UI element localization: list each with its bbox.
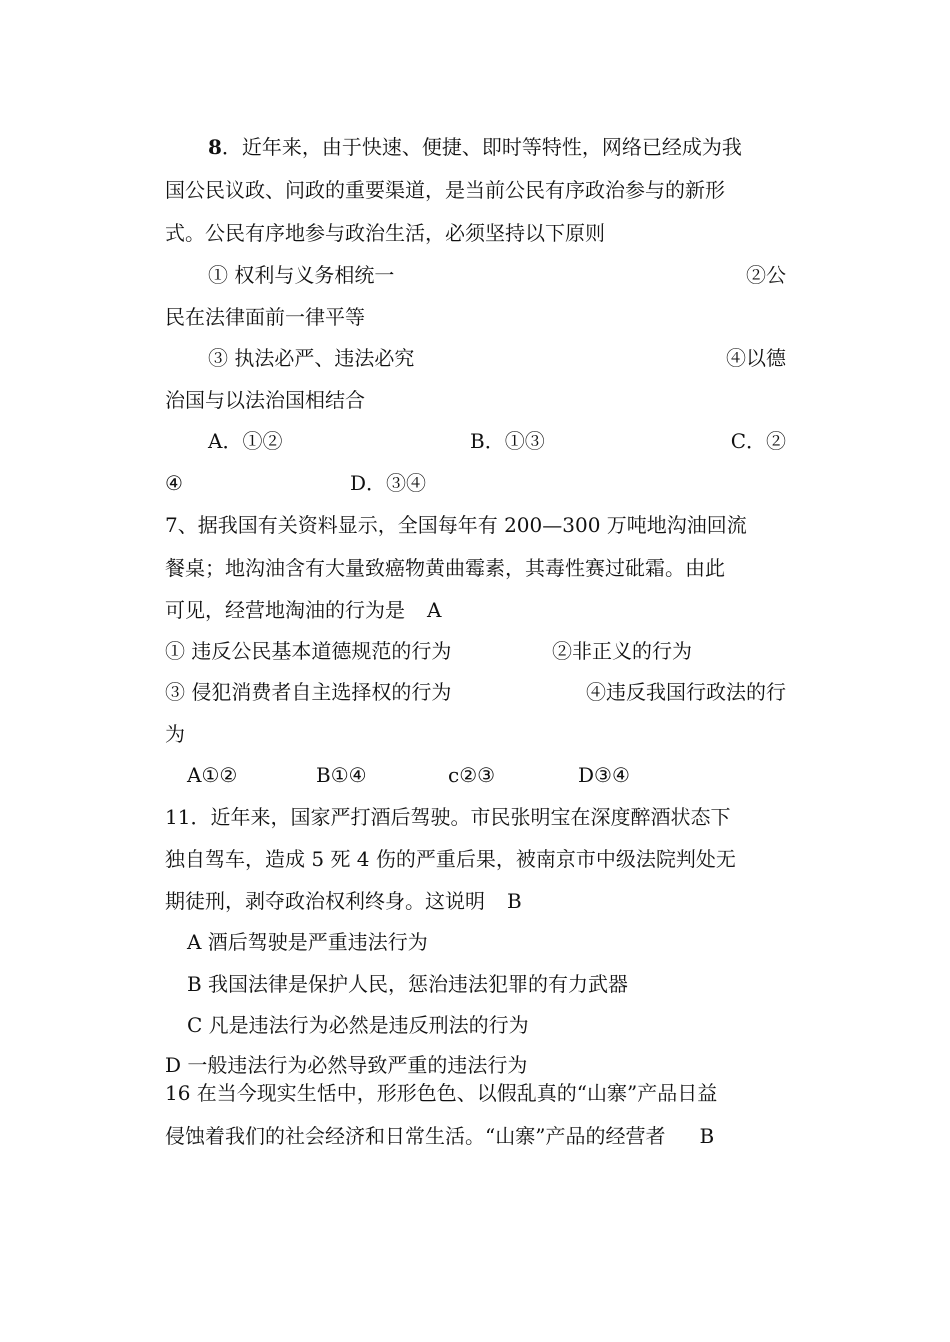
q7-item-3: ③ 侵犯消费者自主选择权的行为 bbox=[165, 680, 452, 704]
q8-option-c-cont: ④ bbox=[165, 471, 183, 495]
q7-stem-line-2: 餐桌；地沟油含有大量致癌物黄曲霉素，其毒性赛过砒霜。由此 bbox=[165, 556, 725, 580]
q7-option-c: c②③ bbox=[448, 763, 496, 787]
q11-answer: B bbox=[507, 889, 522, 913]
q7-answer: A bbox=[427, 598, 442, 622]
q7-item-4-start: ④违反我国行政法的行 bbox=[586, 680, 786, 704]
q7-item-2: ②非正义的行为 bbox=[552, 639, 692, 663]
q8-number: 8 bbox=[208, 135, 222, 159]
q8-stem-line-1: 8．近年来，由于快速、便捷、即时等特性，网络已经成为我 bbox=[208, 135, 742, 159]
q8-option-a: A．①② bbox=[208, 429, 283, 453]
q11-option-c: C 凡是违法行为必然是违反刑法的行为 bbox=[187, 1013, 529, 1037]
q8-item-3: ③ 执法必严、违法必究 bbox=[208, 346, 415, 370]
q7-stem-line-3: 可见，经营地淘油的行为是 A bbox=[165, 598, 442, 622]
q11-option-a: A 酒后驾驶是严重违法行为 bbox=[187, 930, 428, 954]
q11-stem-line-2: 独自驾车，造成 5 死 4 伤的严重后果，被南京市中级法院判处无 bbox=[165, 847, 736, 871]
q8-item-4-start: ④以德 bbox=[726, 346, 786, 370]
q11-option-b: B 我国法律是保护人民，惩治违法犯罪的有力武器 bbox=[187, 972, 629, 996]
q8-item-2-cont: 民在法律面前一律平等 bbox=[165, 305, 365, 329]
q8-option-c-start: C．② bbox=[730, 429, 786, 453]
q16-answer: B bbox=[699, 1124, 715, 1148]
q8-stem-line-2: 国公民议政、问政的重要渠道，是当前公民有序政治参与的新形 bbox=[165, 178, 725, 202]
q11-option-d: D 一般违法行为必然导致严重的违法行为 bbox=[165, 1053, 528, 1077]
q7-option-b: B①④ bbox=[316, 763, 367, 787]
q7-stem-line-1: 7、据我国有关资料显示，全国每年有 200—300 万吨地沟油回流 bbox=[165, 513, 747, 537]
q16-stem-line-1: 16 在当今现实生恬中，形形色色、以假乱真的“山寨”产品日益 bbox=[165, 1081, 718, 1105]
q8-option-b: B．①③ bbox=[470, 429, 545, 453]
q8-option-d: D．③④ bbox=[350, 471, 427, 495]
q11-stem-line-3: 期徒刑，剥夺政治权利终身。这说明 B bbox=[165, 889, 522, 913]
q11-stem-line-1: 11．近年来，国家严打酒后驾驶。市民张明宝在深度醉酒状态下 bbox=[165, 805, 731, 829]
q7-item-4-cont: 为 bbox=[165, 722, 185, 746]
q8-item-1: ① 权利与义务相统一 bbox=[208, 263, 395, 287]
q7-option-a: A①② bbox=[187, 763, 238, 787]
q7-option-d: D③④ bbox=[578, 763, 630, 787]
q8-stem-line-3: 式。公民有序地参与政治生活，必须坚持以下原则 bbox=[165, 221, 605, 245]
q16-stem-line-2: 侵蚀着我们的社会经济和日常生活。“山寨”产品的经营者 B bbox=[165, 1124, 715, 1148]
q7-item-1: ① 违反公民基本道德规范的行为 bbox=[165, 639, 452, 663]
q8-item-2-start: ②公 bbox=[746, 263, 786, 287]
q8-item-4-cont: 治国与以法治国相结合 bbox=[165, 388, 365, 412]
